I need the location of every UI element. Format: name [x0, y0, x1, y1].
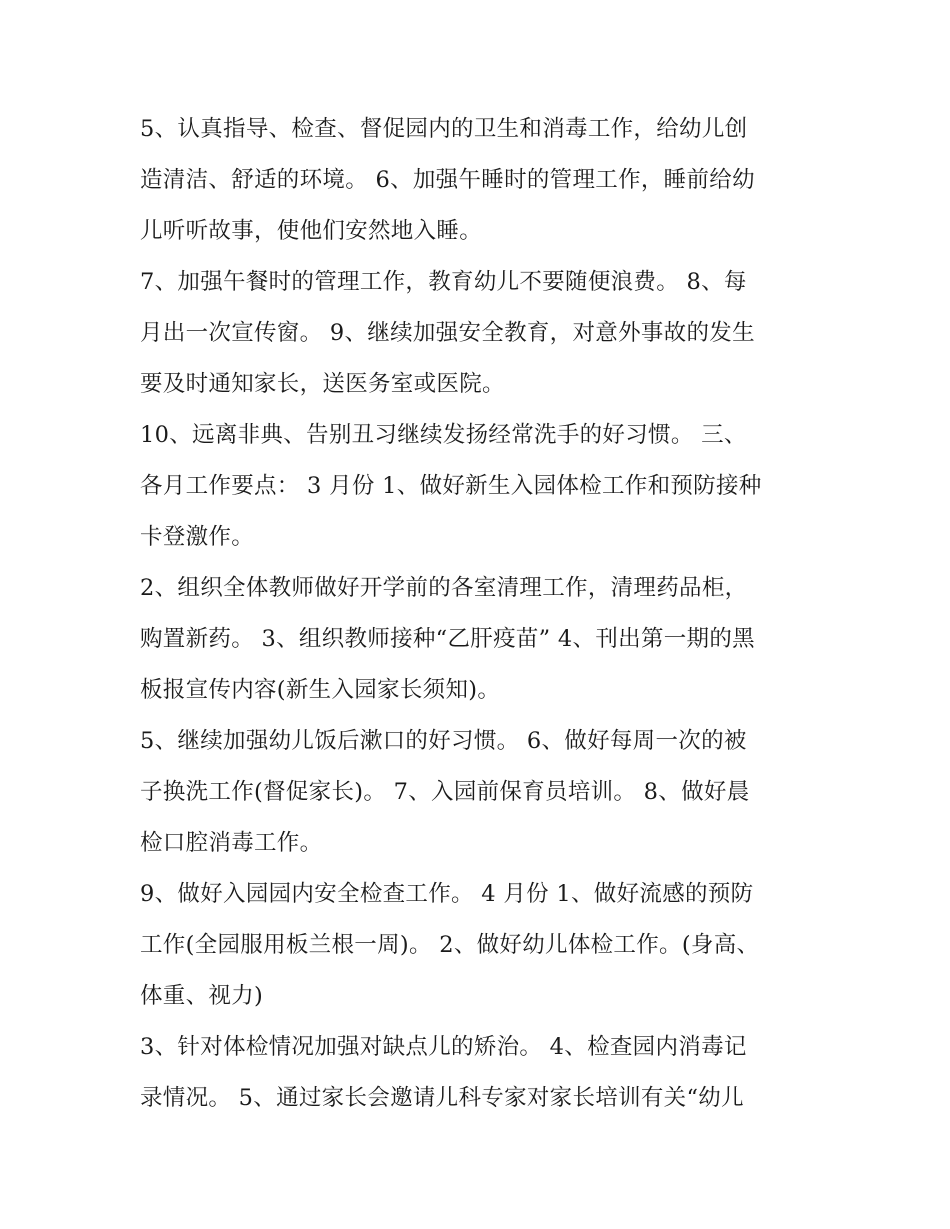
- text-line: 板报宣传内容(新生入园家长须知)。: [140, 677, 501, 703]
- paragraph: [140, 563, 812, 716]
- document-body: [140, 104, 812, 1124]
- text-line: 体重、视力): [140, 983, 264, 1009]
- paragraph: [140, 257, 812, 410]
- paragraph: [140, 104, 812, 257]
- text-line: 子换洗工作(督促家长)。 7、入园前保育员培训。 8、做好晨: [140, 779, 750, 805]
- text-line: 月出一次宣传窗。 9、继续加强安全教育，对意外事故的发生: [140, 320, 755, 346]
- text-line: 录情况。 5、通过家长会邀请儿科专家对家长培训有关“幼儿: [140, 1085, 744, 1111]
- paragraph: [140, 869, 812, 1022]
- text-line: 造清洁、舒适的环境。 6、加强午睡时的管理工作，睡前给幼: [140, 167, 755, 193]
- text-line: 10、远离非典、告别丑习继续发扬经常洗手的好习惯。 三、: [140, 422, 747, 448]
- paragraph: [140, 410, 812, 563]
- text-line: 5、继续加强幼儿饭后漱口的好习惯。 6、做好每周一次的被: [140, 728, 747, 754]
- text-line: 要及时通知家长，送医务室或医院。: [140, 371, 505, 397]
- text-line: 购置新药。 3、组织教师接种“乙肝疫苗” 4、刊出第一期的黑: [140, 626, 755, 652]
- paragraph: [140, 1022, 812, 1124]
- paragraph: [140, 716, 812, 869]
- text-line: 9、做好入园园内安全检查工作。 4 月份 1、做好流感的预防: [140, 881, 754, 907]
- text-line: 工作(全园服用板兰根一周)。 2、做好幼儿体检工作。(身高、: [140, 932, 760, 958]
- text-line: 3、针对体检情况加强对缺点儿的矫治。 4、检查园内消毒记: [140, 1034, 747, 1060]
- text-line: 5、认真指导、检查、督促园内的卫生和消毒工作，给幼儿创: [140, 116, 748, 142]
- text-line: 7、加强午餐时的管理工作，教育幼儿不要随便浪费。 8、每: [140, 269, 747, 295]
- text-line: 卡登激作。: [140, 524, 255, 550]
- text-line: 各月工作要点： 3 月份 1、做好新生入园体检工作和预防接种: [140, 473, 762, 499]
- text-line: 2、组织全体教师做好开学前的各室清理工作，清理药品柜，: [140, 575, 748, 601]
- text-line: 检口腔消毒工作。: [140, 830, 323, 856]
- text-line: 儿听听故事，使他们安然地入睡。: [140, 218, 483, 244]
